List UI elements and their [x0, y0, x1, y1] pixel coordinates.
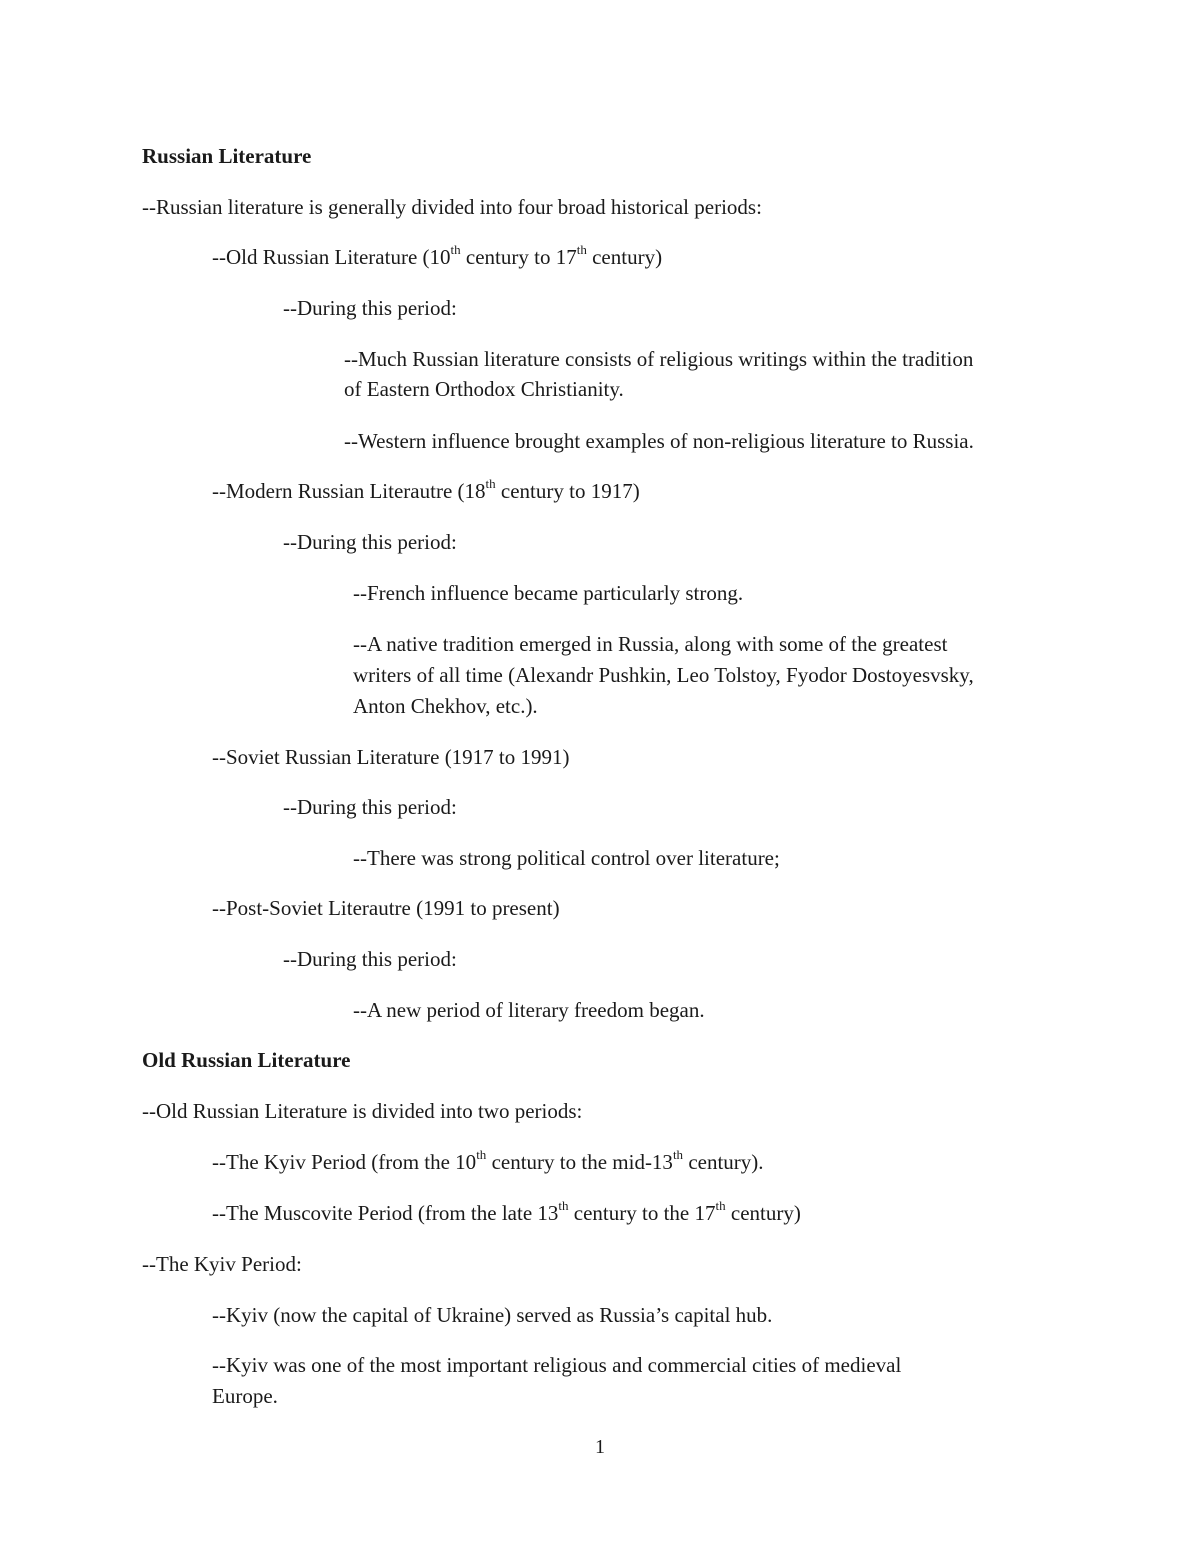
title-part: century to 17	[460, 245, 577, 269]
intro-text: --Russian literature is generally divided into four broad historical periods:	[142, 195, 762, 219]
superscript: th	[450, 242, 461, 257]
kyiv-point-2-line-1: --Kyiv was one of the most important religious and commercial cities of medieval	[212, 1353, 902, 1377]
page-number: 1	[595, 1436, 605, 1458]
text-part: --The Kyiv Period (from the 10	[212, 1150, 477, 1174]
kyiv-period-item	[212, 1147, 764, 1177]
superscript: th	[576, 242, 587, 257]
superscript: th	[485, 476, 496, 491]
period-soviet-russian-title: --Soviet Russian Literature (1917 to 1991)	[212, 745, 570, 769]
kyiv-point-1: --Kyiv (now the capital of Ukraine) served as Russia’s capital hub.	[212, 1303, 773, 1327]
kyiv-period-heading: --The Kyiv Period:	[142, 1252, 302, 1276]
old-point-2: --Western influence brought examples of non-religious literature to Russia.	[344, 429, 974, 453]
during-this-period-label: --During this period:	[283, 947, 457, 971]
text-part: century)	[725, 1201, 801, 1225]
text-part: century).	[683, 1150, 764, 1174]
title-part: --Old Russian Literature (10	[212, 245, 451, 269]
section-heading-russian-literature: Russian Literature	[142, 144, 312, 168]
superscript: th	[715, 1198, 726, 1213]
text-part: --The Muscovite Period (from the late 13	[212, 1201, 559, 1225]
modern-point-2-line-1: --A native tradition emerged in Russia, along with some of the greatest	[353, 632, 948, 656]
modern-point-2-line-2: writers of all time (Alexandr Pushkin, Leo Tolstoy, Fyodor Dostoyesvsky,	[353, 663, 974, 687]
superscript: th	[558, 1198, 569, 1213]
superscript: th	[672, 1147, 684, 1162]
title-part: --Modern Russian Literautre (18	[212, 479, 486, 503]
text-part: century to the mid-13	[486, 1150, 673, 1174]
title-part: century to 1917)	[495, 479, 640, 503]
modern-point-2-line-3: Anton Chekhov, etc.).	[353, 694, 538, 718]
section2-intro: --Old Russian Literature is divided into two periods:	[142, 1099, 583, 1123]
kyiv-point-2-line-2: Europe.	[212, 1384, 278, 1408]
soviet-point-1: --There was strong political control over literature;	[353, 846, 780, 870]
old-point-1-line-2: of Eastern Orthodox Christianity.	[344, 377, 624, 401]
superscript: th	[476, 1147, 487, 1162]
text-part: century to the 17	[568, 1201, 716, 1225]
title-part: century)	[586, 245, 663, 269]
during-this-period-label: --During this period:	[283, 530, 457, 554]
during-this-period-label: --During this period:	[283, 296, 457, 320]
old-point-1-line-1: --Much Russian literature consists of religious writings within the tradition	[344, 347, 974, 371]
period-post-soviet-title: --Post-Soviet Literautre (1991 to present)	[212, 896, 560, 920]
muscovite-period-item	[212, 1198, 801, 1228]
modern-point-1: --French influence became particularly strong.	[353, 581, 744, 605]
during-this-period-label: --During this period:	[283, 795, 457, 819]
period-modern-russian-title	[212, 476, 640, 506]
post-soviet-point-1: --A new period of literary freedom began.	[353, 998, 705, 1022]
section-heading-old-russian-literature: Old Russian Literature	[142, 1048, 351, 1072]
period-old-russian-title	[212, 242, 662, 272]
